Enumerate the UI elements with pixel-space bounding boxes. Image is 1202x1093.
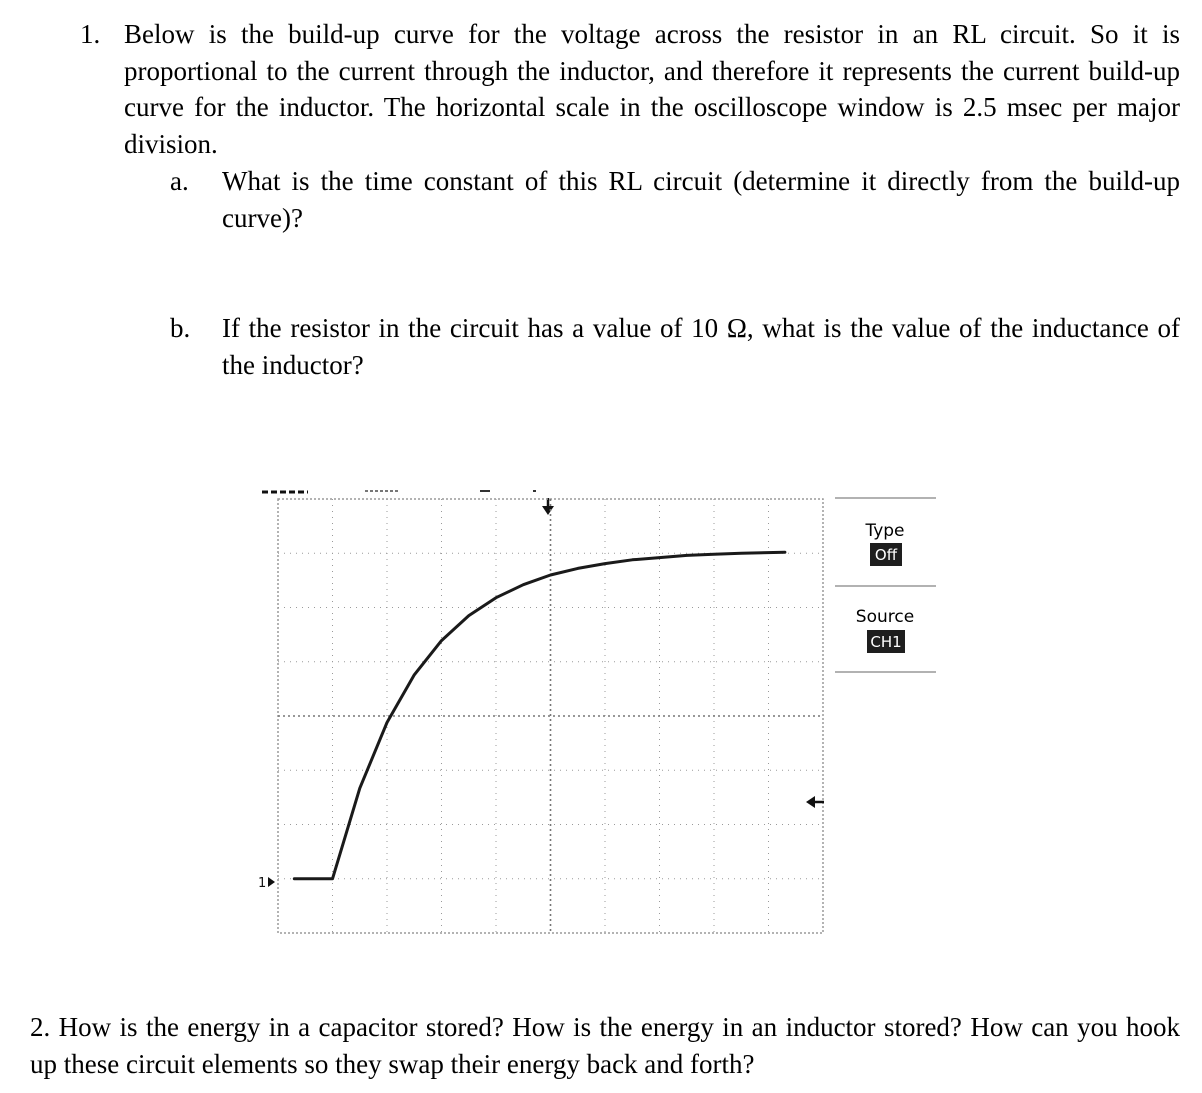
question-1b [170,310,1180,383]
channel-1-arrow-icon [268,877,275,887]
menu-source-value: CH1 [870,633,902,651]
channel-1-marker: 1 [258,876,267,891]
question-2-text: How is the energy in a capacitor stored? How is the energy in an inductor stored? How can you hook up these circuit elements so they swap their energy back and forth? [30,1012,1180,1079]
question-1a [170,163,1180,236]
question-1a-label: a. [170,166,189,196]
question-1-text: Below is the build-up curve for the voltage across the resistor in an RL circuit. So it is proportional to the current through the inductor, and therefore it represents the current build-up curve for the inductor. The horizontal scale in the oscilloscope window is 2.5 msec per major division. [124,19,1180,159]
question-1 [80,16,1180,162]
question-1b-text: If the resistor in the circuit has a value of 10 Ω, what is the value of the inductance of the inductor? [222,313,1180,380]
trigger-position-arrow-icon [542,498,554,515]
question-1-number: 1. [80,19,101,49]
scope-menu [835,498,936,672]
question-1b-label: b. [170,313,191,343]
menu-source-label: Source [855,607,915,627]
oscilloscope-display [250,478,950,943]
trigger-level-arrow-icon [806,796,824,808]
scope-header-marks [262,491,536,492]
question-1a-text: What is the time constant of this RL circuit (determine it directly from the build-up curve)? [222,166,1180,233]
menu-type-label: Type [865,521,905,541]
graticule [278,499,823,933]
question-2-number: 2. [30,1012,51,1042]
menu-type-value: Off [874,546,898,564]
question-2 [30,1009,1180,1082]
